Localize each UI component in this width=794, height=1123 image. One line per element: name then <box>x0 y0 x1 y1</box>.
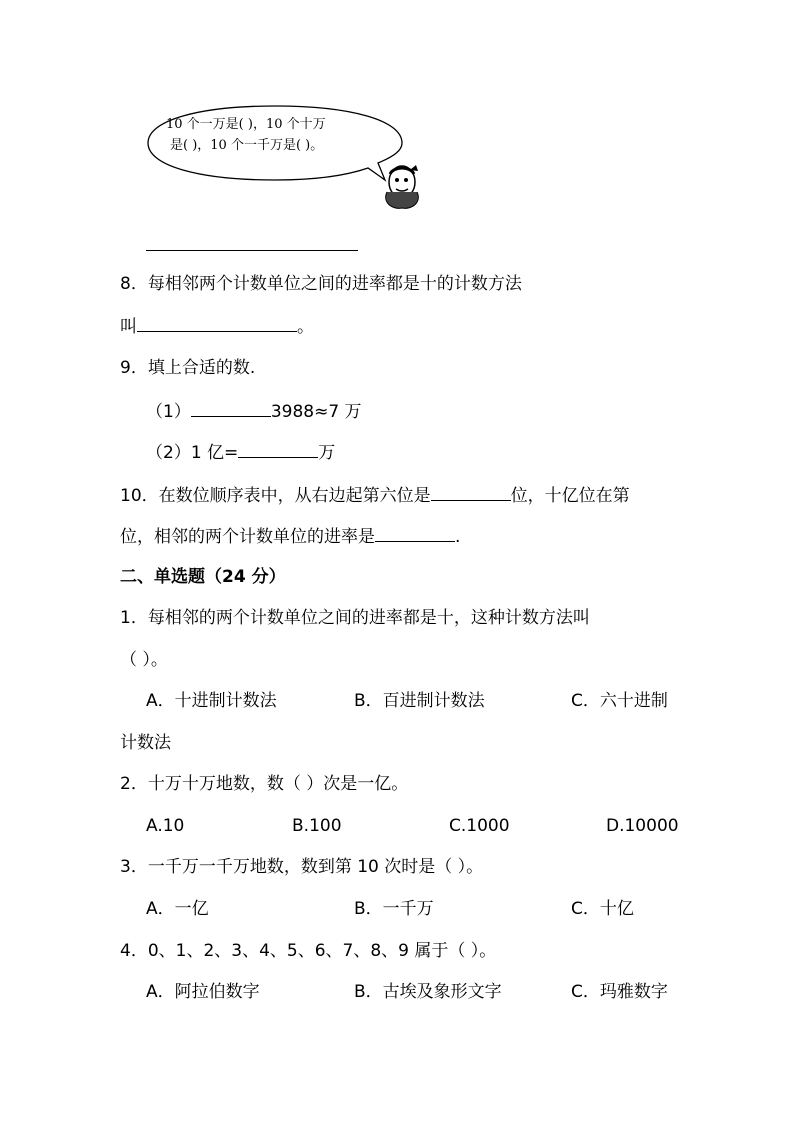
mc-2-option-d[interactable]: D.10000 <box>606 816 679 836</box>
mc-3-option-b[interactable]: B．一千万 <box>354 899 434 919</box>
question-9-item2 <box>146 439 335 465</box>
mc-3-option-c[interactable]: C．十亿 <box>571 899 634 919</box>
question-10-line2-prefix: 位，相邻的两个计数单位的进率是 <box>120 527 375 547</box>
question-10-prefix: 10．在数位顺序表中，从右边起第六位是 <box>120 486 431 506</box>
mc-1-option-c[interactable]: C．六十进制 <box>571 691 668 711</box>
mc-3-option-a[interactable]: A．一亿 <box>146 899 209 919</box>
question-10-mid: 位，十亿位在第 <box>510 486 630 506</box>
mc-4-option-a[interactable]: A．阿拉伯数字 <box>146 982 260 1002</box>
thinking-character-icon <box>386 165 419 208</box>
mc-1-stem-cont: （ ）。 <box>120 650 168 670</box>
bubble-text-line2: 是( )，10 个一千万是( )。 <box>170 138 324 153</box>
question-10-line2-suffix: . <box>455 527 461 547</box>
question-8-blank[interactable] <box>137 313 297 332</box>
section-2-title: 二、单选题（24 分） <box>120 567 286 587</box>
bubble-text-line1: 10 个一万是( )，10 个十万 <box>166 117 326 132</box>
mc-1-option-b[interactable]: B．百进制计数法 <box>354 691 485 711</box>
question-9-item2-prefix: （2）1 亿= <box>146 443 239 463</box>
question-8-line2 <box>120 313 314 339</box>
question-9-item1 <box>146 398 362 424</box>
mc-4-option-b[interactable]: B．古埃及象形文字 <box>354 982 502 1002</box>
question-9-item1-blank[interactable] <box>191 398 271 417</box>
question-9-item1-suffix: 3988≈7 万 <box>270 402 362 422</box>
question-10-line2 <box>120 523 460 549</box>
mc-2-option-c[interactable]: C.1000 <box>449 816 510 836</box>
question-9-title: 9．填上合适的数. <box>120 358 256 378</box>
question-10-blank-2[interactable] <box>375 523 455 542</box>
question-8-text: 8．每相邻两个计数单位之间的进率都是十的计数方法 <box>120 274 522 294</box>
mc-2-option-b[interactable]: B.100 <box>292 816 342 836</box>
mc-1-stem: 1．每相邻的两个计数单位之间的进率都是十，这种计数方法叫 <box>120 608 590 628</box>
question-9-item2-suffix: 万 <box>318 443 336 463</box>
mc-2-option-a[interactable]: A.10 <box>146 816 185 836</box>
mc-1-option-a[interactable]: A．十进制计数法 <box>146 691 277 711</box>
mc-2-stem: 2．十万十万地数，数（ ）次是一亿。 <box>120 774 409 794</box>
answer-line <box>146 250 358 251</box>
question-9-item2-blank[interactable] <box>238 439 318 458</box>
mc-1-option-c-wrap: 计数法 <box>120 733 171 753</box>
question-10-line1 <box>120 482 630 508</box>
mc-4-option-c[interactable]: C．玛雅数字 <box>571 982 668 1002</box>
question-8-line1 <box>120 272 522 296</box>
question-10-blank-1[interactable] <box>431 482 511 501</box>
question-8-suffix: 。 <box>297 317 314 337</box>
question-8-prefix: 叫 <box>120 317 137 337</box>
question-9-item1-prefix: （1） <box>146 402 191 422</box>
mc-3-stem: 3．一千万一千万地数，数到第 10 次时是（ ）。 <box>120 857 484 877</box>
mc-4-stem: 4．0、1、2、3、4、5、6、7、8、9 属于（ ）。 <box>120 941 497 961</box>
